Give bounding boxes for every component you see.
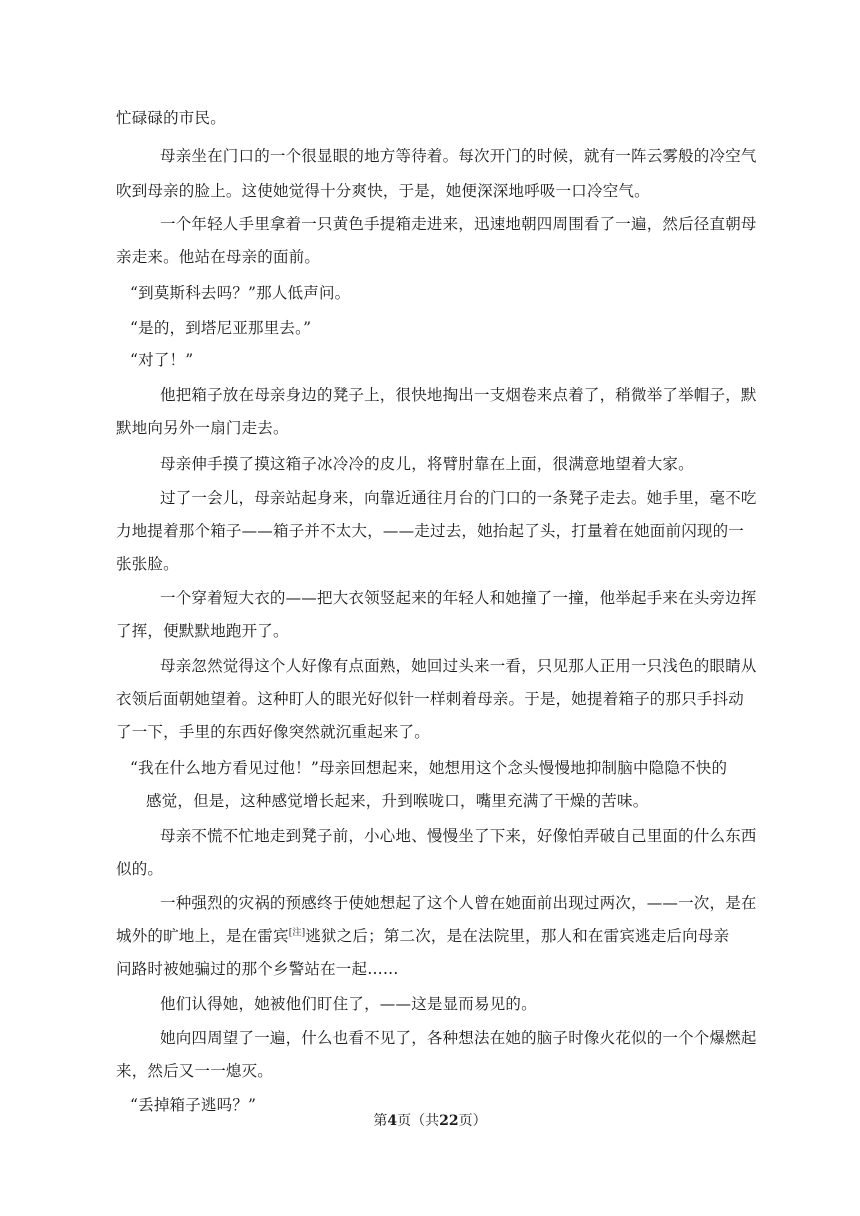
paragraph-line: 他把箱子放在母亲身边的凳子上，很快地掏出一支烟卷来点着了，稍微举了举帽子，默 xyxy=(160,386,757,404)
text-line: 似的。 xyxy=(116,860,164,878)
text-line: 张张脸。 xyxy=(116,555,179,573)
text-line: 亲走来。他站在母亲的面前。 xyxy=(116,248,321,266)
dialogue-line: “对了！” xyxy=(130,351,194,369)
text-line: 忙碌碌的市民。 xyxy=(116,109,226,127)
footer-middle: 页（共 xyxy=(397,1113,440,1129)
paragraph-line: 她向四周望了一遍，什么也看不见了，各种想法在她的脑子时像火花似的一个个爆燃起 xyxy=(160,1029,757,1047)
paragraph-line: 一种强烈的灾祸的预感终于使她想起了这个人曾在她面前出现过两次，——一次，是在 xyxy=(160,894,757,912)
text-line-with-footnote xyxy=(116,926,729,946)
dialogue-line: “是的，到塔尼亚那里去。” xyxy=(130,319,312,337)
footer-prefix: 第 xyxy=(373,1113,388,1129)
text-line: 来，然后又一一熄灭。 xyxy=(116,1062,274,1080)
dialogue-line: “丢掉箱子逃吗？” xyxy=(130,1096,257,1114)
footnote-marker[interactable]: [注] xyxy=(288,928,306,938)
paragraph-line: 一个穿着短大衣的——把大衣领竖起来的年轻人和她撞了一撞，他举起手来在头旁边挥 xyxy=(160,589,757,607)
paragraph-line: 母亲坐在门口的一个很显眼的地方等待着。每次开门的时候，就有一阵云雾般的冷空气 xyxy=(160,147,757,165)
paragraph-line: 母亲伸手摸了摸这箱子冰冷冷的皮儿，将臂肘靠在上面，很满意地望着大家。 xyxy=(160,455,694,473)
page-footer xyxy=(0,1112,860,1130)
footer-suffix: 页） xyxy=(458,1113,487,1129)
text-line: 衣领后面朝她望着。这种盯人的眼光好似针一样刺着母亲。于是，她提着箱子的那只手抖动 xyxy=(116,690,745,708)
paragraph-line: 母亲不慌不忙地走到凳子前，小心地、慢慢坐了下来，好像怕弄破自己里面的什么东西 xyxy=(160,827,757,845)
paragraph-line: 过了一会儿，母亲站起身来，向靠近通往月台的门口的一条凳子走去。她手里，毫不吃 xyxy=(160,489,757,507)
paragraph-line: 一个年轻人手里拿着一只黄色手提箱走进来，迅速地朝四周围看了一遍，然后径直朝母 xyxy=(160,215,757,233)
text-line: 默地向另外一扇门走去。 xyxy=(116,419,289,437)
total-pages: 22 xyxy=(439,1113,459,1129)
text-line: 力地提着那个箱子——箱子并不太大，——走过去，她抬起了头，打量着在她面前闪现的一 xyxy=(116,522,745,540)
page-number: 4 xyxy=(387,1113,398,1129)
text-line: 感觉，但是，这种感觉增长起来，升到喉咙口，嘴里充满了干燥的苦味。 xyxy=(146,792,649,810)
paragraph-line: 他们认得她，她被他们盯住了，——这是显而易见的。 xyxy=(160,995,537,1013)
text-line: 了挥，便默默地跑开了。 xyxy=(116,622,289,640)
text-line: 问路时被她骗过的那个乡警站在一起…… xyxy=(116,960,399,978)
text-line: 了一下，手里的东西好像突然就沉重起来了。 xyxy=(116,723,431,741)
paragraph-line: 母亲忽然觉得这个人好像有点面熟，她回过头来一看，只见那人正用一只浅色的眼睛从 xyxy=(160,657,757,675)
text-line: 吹到母亲的脸上。这使她觉得十分爽快，于是，她便深深地呼吸一口冷空气。 xyxy=(116,182,650,200)
text-fragment: 逃狱之后；第二次，是在法院里，那人和在雷宾逃走后向母亲 xyxy=(305,927,730,945)
text-fragment: 城外的旷地上，是在雷宾 xyxy=(116,927,289,945)
dialogue-line: “到莫斯科去吗？”那人低声问。 xyxy=(130,284,351,302)
dialogue-line: “我在什么地方看见过他！”母亲回想起来，她想用这个念头慢慢地抑制脑中隐隐不快的 xyxy=(130,759,728,777)
